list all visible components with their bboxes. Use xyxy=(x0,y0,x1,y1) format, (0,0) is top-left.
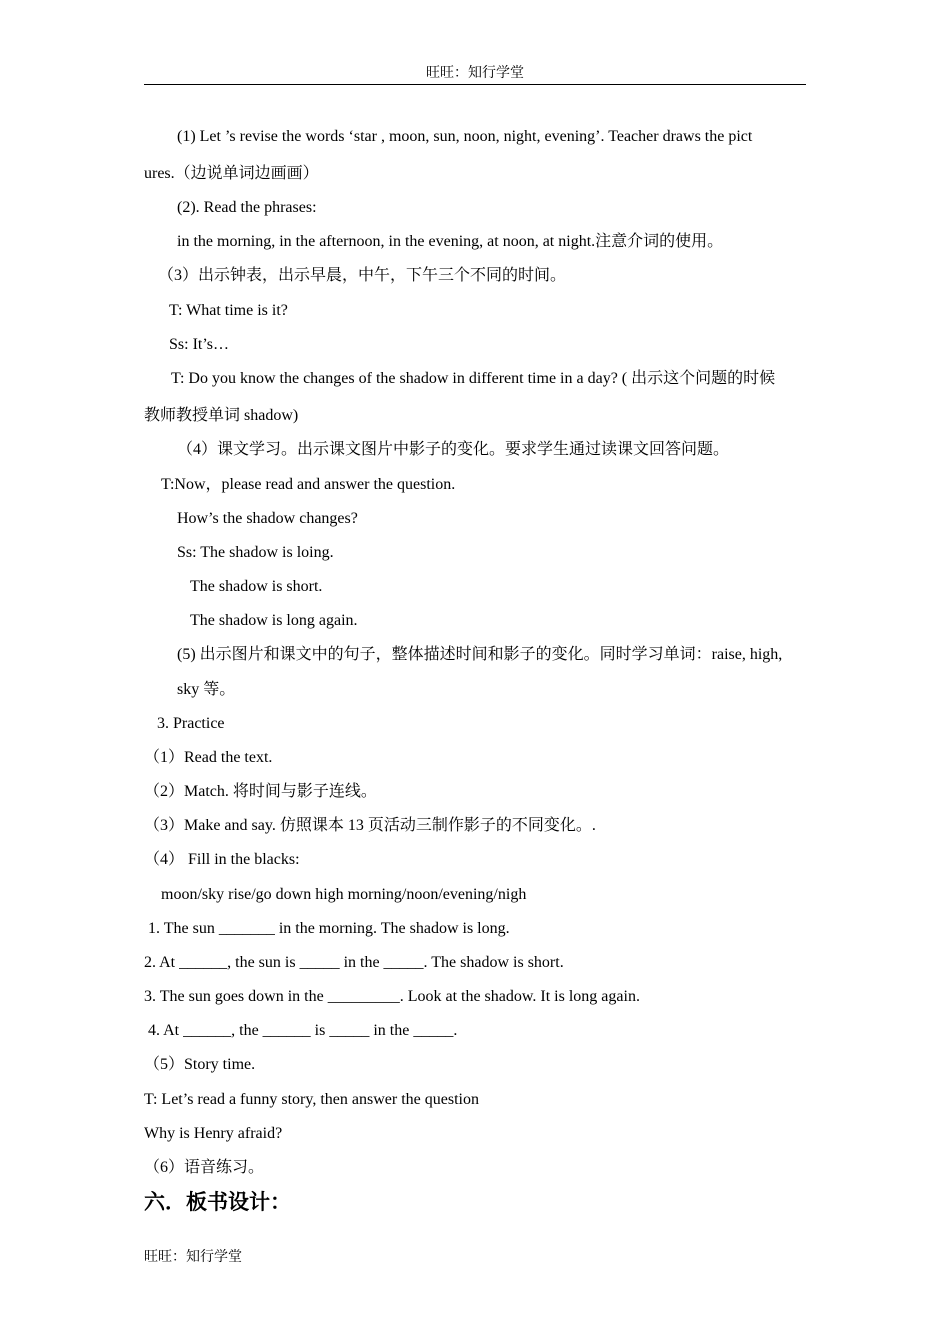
text-line-read-phrases: (2). Read the phrases: xyxy=(177,199,317,216)
text-line-read-text: （1）Read the text. xyxy=(144,749,273,766)
text-line-exercise-3: 3. The sun goes down in the _________. Look at the shadow. It is long again. xyxy=(144,988,640,1005)
text-line-henry-afraid: Why is Henry afraid? xyxy=(144,1125,283,1142)
text-line-story-time: （5）Story time. xyxy=(144,1056,256,1073)
text-line-fill-blanks: （4） Fill in the blacks: xyxy=(144,851,300,868)
text-line-shadow-long-again: The shadow is long again. xyxy=(190,612,358,629)
text-line-revise-words: (1) Let ’s revise the words ‘star , moon, sun, noon, night, evening’. Teacher draws the pict xyxy=(177,128,753,145)
text-line-make-say: （3）Make and say. 仿照课本 13 页活动三制作影子的不同变化。. xyxy=(144,817,596,834)
page-footer: 旺旺：知行学堂 xyxy=(144,1250,242,1265)
text-line-phonics: （6）语音练习。 xyxy=(144,1159,265,1176)
text-line-describe: (5) 出示图片和课文中的句子，整体描述时间和影子的变化。同时学习单词：raise, high, xyxy=(177,646,783,663)
text-line-what-time: T: What time is it? xyxy=(169,302,288,319)
text-line-describe-cont: sky 等。 xyxy=(177,681,236,698)
text-line-now-read: T:Now，please read and answer the question. xyxy=(161,476,456,493)
text-line-its: Ss: It’s… xyxy=(169,336,230,353)
text-line-hows-shadow: How’s the shadow changes? xyxy=(177,510,358,527)
text-line-exercise-2: 2. At ______, the sun is _____ in the _____. The shadow is short. xyxy=(144,954,564,971)
text-line-phrases: in the morning, in the afternoon, in the evening, at noon, at night.注意介词的使用。 xyxy=(177,233,724,250)
page-header: 旺旺：知行学堂 xyxy=(144,64,806,85)
text-line-shadow-question-cont: 教师教授单词 shadow) xyxy=(144,407,299,424)
text-line-exercise-1: 1. The sun _______ in the morning. The shadow is long. xyxy=(148,920,510,937)
text-line-practice: 3. Practice xyxy=(157,715,225,732)
text-line-match: （2）Match. 将时间与影子连线。 xyxy=(144,783,377,800)
text-line-funny-story: T: Let’s read a funny story, then answer the question xyxy=(144,1091,479,1108)
text-line-text-learning: （4）课文学习。出示课文图片中影子的变化。要求学生通过读课文回答问题。 xyxy=(177,441,730,458)
text-line-word-bank: moon/sky rise/go down high morning/noon/evening/nigh xyxy=(161,886,527,903)
text-line-revise-words-cont: ures.（边说单词边画画） xyxy=(144,165,319,182)
section-heading: 六．板书设计： xyxy=(144,1190,291,1214)
text-line-exercise-4: 4. At ______, the ______ is _____ in the _____. xyxy=(148,1022,458,1039)
text-line-shadow-short: The shadow is short. xyxy=(190,578,323,595)
text-line-clock: （3）出示钟表，出示早晨，中午，下午三个不同的时间。 xyxy=(158,267,567,284)
text-line-shadow-question: T: Do you know the changes of the shadow in different time in a day? ( 出示这个问题的时候 xyxy=(171,370,776,387)
text-line-shadow-loing: Ss: The shadow is loing. xyxy=(177,544,334,561)
